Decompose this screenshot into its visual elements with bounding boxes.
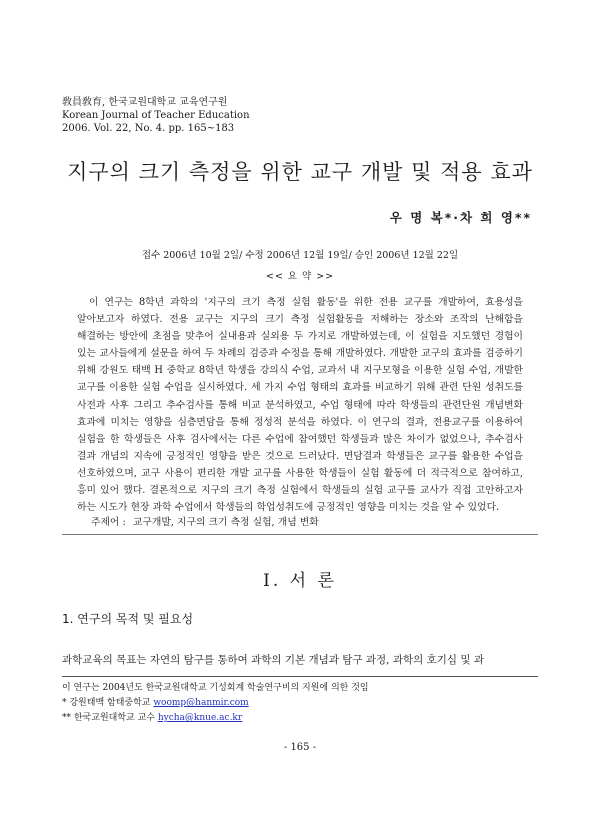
footnote-author1-affiliation: * 강원태백 함태중학교	[62, 698, 151, 709]
footnote-author1	[62, 696, 369, 711]
keywords-label: 주제어 :	[91, 517, 126, 528]
abstract-heading: << 요 약 >>	[265, 271, 335, 282]
subsection-heading: 1. 연구의 목적 및 필요성	[62, 612, 194, 626]
submission-dates: 접수 2006년 10월 2일/ 수정 2006년 12월 19일/ 승인 2006년 12월 22일	[141, 250, 459, 261]
author2-email-link[interactable]: hycha@knue.ac.kr	[157, 713, 243, 724]
page-number: - 165 -	[283, 742, 317, 753]
abstract-text: 이 연구는 8학년 과학의 '지구의 크기 측정 실험 활동'을 위한 전용 교구를 개발하여, 효용성을 알아보고자 하였다. 전용 교구는 지구의 크기 측정 실험활동을 저해하는 장소와 조작의 난해함을 해결하는 방안에 초점을 맞추어 실내용과 실외용 두 가지로 개발하였는데, 이 실험을 지도했던 경험이 있는 교사들에게 설문을 하여 두 차례의 검증과 수정을 통해 개발하였다. 개발한 교구의 효과를 검증하기 위해 강원도 태백 H 중학교 8학년 학생을 강의식 수업, 교과서 내 지구모형을 이용한 실험 수업, 개발한 교구를 이용한 실험 수업을 실시하였다. 세 가지 수업 형태의 효과를 비교하기 위해 관련 단원 성취도를 사전과 사후 그리고 추수검사를 통해 비교 분석하였고, 수업 형태에 따라 학생들의 관련단원 개념변화 효과에 미치는 영향을 심층면담을 통해 정성적 분석을 하였다. 이 연구의 결과, 전용교구를 이용하여 실험을 한 학생들은 사후 검사에서는 다른 수업에 참여했던 학생들과 많은 차이가 없었으나, 추수검사 결과 개념의 지속에 긍정적인 영향을 받은 것으로 드러났다. 면담결과 학생들은 교구를 활용한 수업을 선호하였으며, 교구 사용이 편리한 개발 교구를 사용한 학생들이 실험 활동에 더 적극적으로 참여하고, 흥미 있어 했다. 결론적으로 지구의 크기 측정 실험에서 학생들의 실험 교구를 교사가 직접 고안하고자 하는 시도가 현장 과학 수업에서 학생들의 학업성취도에 긍정적인 영향을 미치는 것을 알 수 있었다.	[77, 297, 523, 514]
footnote-author2	[62, 711, 369, 726]
footnote-divider	[62, 676, 538, 677]
author1-email-link[interactable]: woomp@hanmir.com	[153, 698, 249, 709]
journal-header	[62, 96, 250, 135]
author-list: 우 명 복*·차 희 영**	[389, 210, 532, 225]
footnotes	[62, 681, 369, 727]
journal-name-english: Korean Journal of Teacher Education	[62, 110, 250, 121]
paper-title: 지구의 크기 측정을 위한 교구 개발 및 적용 효과	[67, 160, 533, 184]
keywords	[91, 514, 319, 528]
footnote-author2-affiliation: ** 한국교원대학교 교수	[62, 713, 155, 724]
journal-name-korean: 敎員敎育, 한국교원대학교 교육연구원	[62, 97, 228, 108]
journal-citation: 2006. Vol. 22, No. 4. pp. 165~183	[62, 123, 235, 134]
keywords-divider	[62, 534, 538, 535]
body-paragraph: 과학교육의 목표는 자연의 탐구를 통하여 과학의 기본 개념과 탐구 과정, 과학의 호기심 및 과	[62, 654, 485, 666]
footnote-funding: 이 연구는 2004년도 한국교원대학교 기성회계 학술연구비의 지원에 의한 것임	[62, 683, 369, 693]
keywords-value: 교구개발, 지구의 크기 측정 실험, 개념 변화	[132, 517, 319, 528]
section-heading: I. 서 론	[263, 571, 337, 591]
